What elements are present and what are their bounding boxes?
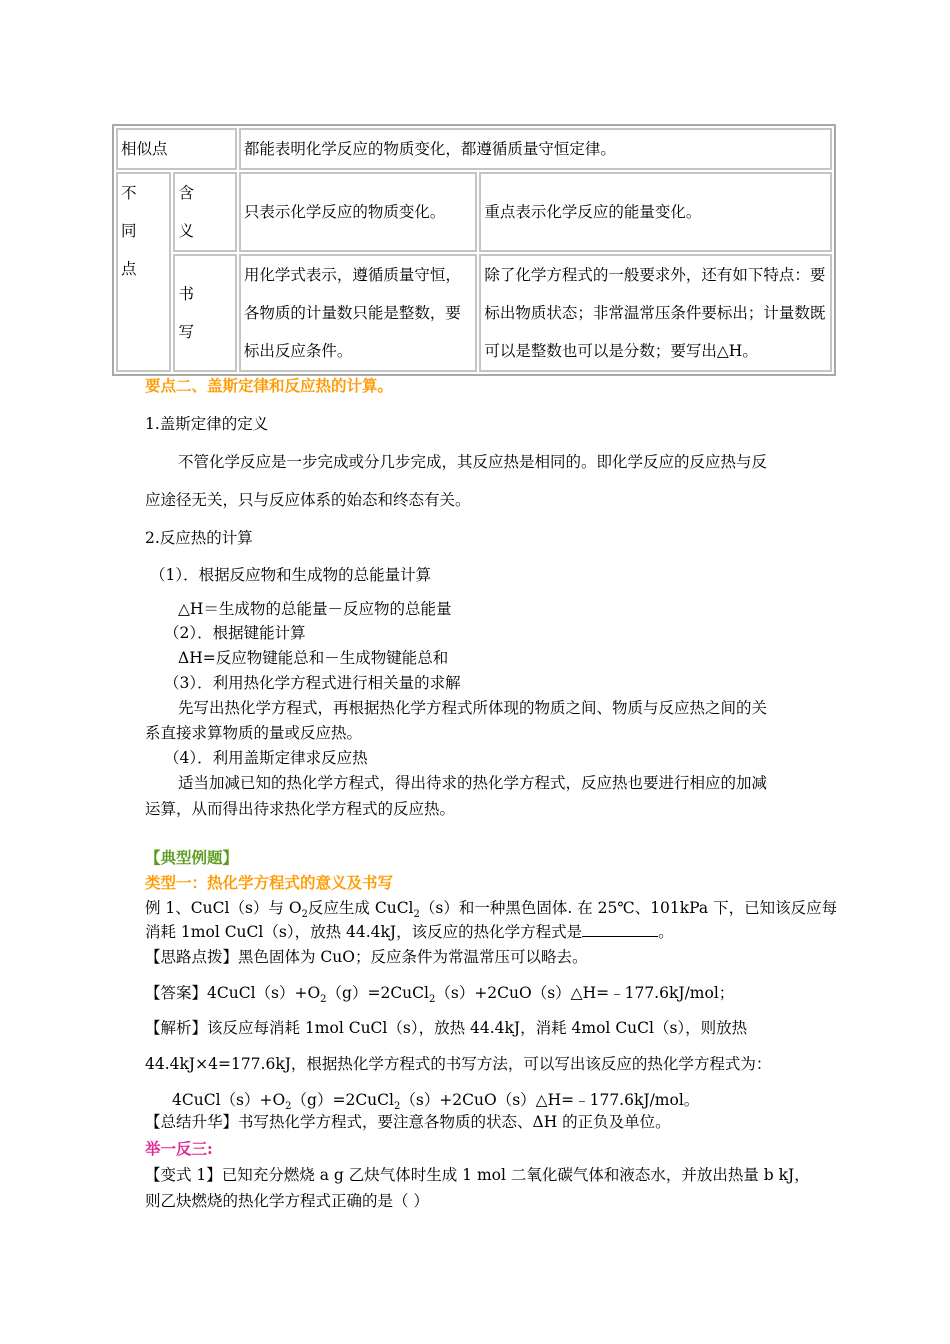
equation-text-c: （s）+2CuO（s）△H=﹣177.6kJ/mol。 [400,1091,700,1109]
writing-left-cell: 用化学式表示，遵循质量守恒，各物质的计量数只能是整数，要标出反应条件。 [239,254,478,372]
analysis-line-2: 44.4kJ×4=177.6kJ，根据热化学方程式的书写方法，可以写出该反应的热化学方程式为： [145,1055,772,1073]
equation-text-a: 4CuCl（s）+O [172,1091,286,1109]
example1-text-b: 反应生成 CuCl [307,899,414,917]
subscript-2: 2 [428,994,436,1006]
method1-formula: △H＝生成物的总能量－反应物的总能量 [178,600,452,618]
method2-title: （2）．根据键能计算 [164,624,306,642]
def-line-2: 应途径无关，只与反应体系的始态和终态有关。 [145,491,471,509]
diff-label-char: 同 [121,222,137,240]
method1-title: （1）．根据反应物和生成物的总能量计算 [150,566,432,584]
equation-text-b: （g）=2CuCl [291,1091,394,1109]
diff-label-char: 点 [121,260,137,278]
example1-question: 消耗 1mol CuCl（s），放热 44.4kJ，该反应的热化学方程式是 [145,923,583,941]
answer-text-c: （s）+2CuO（s）△H=﹣177.6kJ/mol； [435,984,735,1002]
summary-line: 【总结升华】书写热化学方程式，要注意各物质的状态、ΔH 的正负及单位。 [145,1113,671,1131]
type1-heading: 类型一：热化学方程式的意义及书写 [145,873,394,892]
diff-label [116,172,171,372]
similar-label: 相似点 [116,128,237,170]
def-line-1: 不管化学反应是一步完成或分几步完成，其反应热是相同的。即化学反应的反应热与反 [178,453,768,471]
variant1-line-2: 则乙炔燃烧的热化学方程式正确的是（ ） [145,1192,429,1210]
calc-title: 2.反应热的计算 [145,529,253,547]
table-row-writing [116,254,832,372]
comparison-table [112,124,836,376]
subscript-2: 2 [413,909,420,921]
meaning-label [173,172,236,252]
def-title: 1.盖斯定律的定义 [145,415,269,433]
method4-title: （4）．利用盖斯定律求反应热 [164,749,368,767]
subscript-2: 2 [285,1101,292,1113]
table-row-similar [116,128,832,170]
method2-formula: ΔH=反应物键能总和－生成物键能总和 [178,649,449,667]
meaning-right-cell: 重点表示化学反应的能量变化。 [479,172,832,252]
method4-line-1: 适当加减已知的热化学方程式，得出待求的热化学方程式，反应热也要进行相应的加减 [178,774,768,792]
example1-text-a: 例 1、CuCl（s）与 O [145,899,302,917]
subscript-2: 2 [301,909,308,921]
similar-text: 都能表明化学反应的物质变化，都遵循质量守恒定律。 [239,128,832,170]
answer-text-a: 【答案】4CuCl（s）+O [145,984,321,1002]
example1-end: 。 [658,923,674,941]
examples-heading: 【典型例题】 [145,848,239,867]
subscript-2: 2 [393,1101,401,1113]
writing-label-char: 书 [178,285,194,303]
method3-line-1: 先写出热化学方程式，再根据热化学方程式所体现的物质之间、物质与反应热之间的关 [178,699,768,717]
meaning-left-cell: 只表示化学反应的物质变化。 [239,172,478,252]
hint-line: 【思路点拨】黑色固体为 CuO；反应条件为常温常压可以略去。 [145,948,588,966]
example1-line-2 [145,920,674,942]
method3-line-2: 系直接求算物质的量或反应热。 [145,724,363,742]
meaning-label-char: 义 [178,222,194,240]
subscript-2: 2 [320,994,327,1006]
answer-text-b: （g）=2CuCl [326,984,429,1002]
writing-label-char: 写 [178,323,194,341]
meaning-label-char: 含 [178,184,194,202]
example1-line-1 [145,896,837,920]
writing-right-cell: 除了化学方程式的一般要求外，还有如下特点：要标出物质状态；非常温常压条件要标出；计量数既可以是整数也可以是分数；要写出△H。 [479,254,832,372]
equation-line [172,1088,699,1112]
answer-line [145,981,734,1005]
method3-title: （3）．利用热化学方程式进行相关量的求解 [164,674,461,692]
writing-label [173,254,236,372]
example1-text-c: （s）和一种黑色固体. 在 25℃、101kPa 下，已知该反应每 [419,899,838,917]
diff-label-char: 不 [121,184,137,202]
table-row-meaning [116,172,832,252]
variant1-line-1: 【变式 1】已知充分燃烧 a g 乙炔气体时生成 1 mol 二氧化碳气体和液态水，并放出热量 b kJ， [145,1166,810,1184]
analysis-line-1: 【解析】该反应每消耗 1mol CuCl（s），放热 44.4kJ，消耗 4mol CuCl（s），则放热 [145,1019,748,1037]
practice-heading: 举一反三: [145,1139,213,1158]
section2-heading: 要点二、盖斯定律和反应热的计算。 [145,376,394,395]
method4-line-2: 运算，从而得出待求热化学方程式的反应热。 [145,800,456,818]
answer-blank[interactable] [582,920,658,937]
